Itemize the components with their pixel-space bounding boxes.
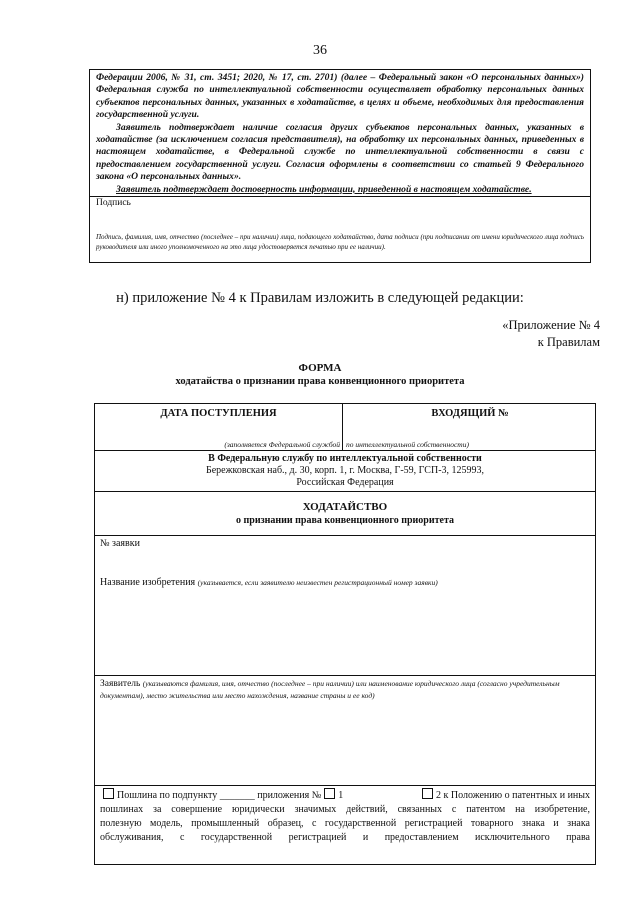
row-divider-1 — [95, 450, 595, 451]
addressee-line1: В Федеральную службу по интеллектуальной собственности — [208, 453, 482, 464]
fee-line-1 — [100, 788, 590, 803]
row-divider-4 — [95, 675, 595, 676]
form-subtitle: ходатайства о признании права конвенционного приоритета — [175, 376, 465, 387]
signature-note: Подпись, фамилия, имя, отчество (последнее – при наличии) лица, подающего ходатайство, дата подписи (при подписании от имени юридического лица подпись руководителя или иного уполномоченного на это лица удостоверяется печатью при ее наличии). — [96, 233, 584, 251]
appendix-1-checkbox[interactable] — [324, 788, 335, 799]
form-heading: ФОРМА — [298, 362, 342, 374]
fee-line-3: полезную модель, промышленный образец, с государственной регистрацией товарного знака и знака — [100, 818, 590, 829]
fee-line1-text-c: 2 к Положению о патентных и иных — [436, 790, 590, 801]
applicant-note: (указываются фамилия, имя, отчество (последнее – при наличии) или наименование юридического лица (согласно учредительным документам), место жительства или место нахождения, название страны и ее код) — [100, 679, 560, 700]
invention-name-label: Название изобретения — [100, 577, 196, 588]
petition-subtitle: о признании права конвенционного приоритета — [236, 515, 454, 526]
consent-text — [96, 72, 584, 196]
petition-title: ХОДАТАЙСТВО — [302, 501, 388, 513]
signature-label: Подпись — [96, 198, 131, 208]
petition-form-table — [94, 403, 596, 865]
appendix-ref-line1: «Приложение № 4 — [502, 318, 600, 332]
consent-paragraph-3: Заявитель подтверждает достоверность информации, приведенной в настоящем ходатайстве. — [116, 183, 532, 195]
fee-line-2: пошлинах за совершение юридически значимых действий, связанных с патентом на изобретение, — [100, 804, 590, 815]
fee-line-4: обслуживания, с государственной регистрацией и предоставлением исключительного права — [100, 832, 590, 843]
invention-name-field — [100, 577, 438, 588]
signature-divider — [90, 196, 590, 197]
fill-note-right: по интеллектуальной собственности) — [346, 440, 469, 449]
applicant-label: Заявитель — [100, 679, 141, 689]
appendix-2-checkbox[interactable] — [422, 788, 433, 799]
appendix-ref-line2: к Правилам — [537, 335, 600, 349]
page-number: 36 — [313, 43, 327, 58]
fee-line1-text-a: Пошлина по подпункту _______ приложения № — [117, 790, 322, 801]
consent-box — [89, 69, 591, 263]
application-number-label: № заявки — [100, 538, 140, 549]
addressee-line2: Бережковская наб., д. 30, корп. 1, г. Москва, Г-59, ГСП-3, 125993, — [205, 465, 485, 476]
row-divider-2 — [95, 491, 595, 492]
addressee-line3: Российская Федерация — [296, 477, 394, 488]
row-divider-5 — [95, 785, 595, 786]
consent-paragraph-1: Федерации 2006, № 31, ст. 3451; 2020, № 17, ст. 2701) (далее – Федеральный закон «О персональных данных») Федеральная служба по интеллектуальной собственности осуществляет обработку персональных данных субъектов персональных данных, указанных в ходатайстве, в целях и объеме, необходимых для предоставления государственной услуги. — [96, 72, 584, 121]
consent-paragraph-2: Заявитель подтверждает наличие согласия других субъектов персональных данных, указанных в ходатайстве (за исключением согласия представителя), на обработку их персональных данных, приведенных в настоящем ходатайстве, в Федеральной службе по интеллектуальной собственности в связи с предоставлением государственной услуги. Согласия оформлены в соответствии со статьей 9 Федерального закона «О персональных данных». — [96, 121, 584, 183]
amendment-paragraph: н) приложение № 4 к Правилам изложить в следующей редакции: — [116, 290, 524, 306]
date-received-label: ДАТА ПОСТУПЛЕНИЯ — [160, 408, 277, 419]
fill-note-left: (заполняется Федеральной службой — [224, 440, 340, 449]
fee-checkbox[interactable] — [103, 788, 114, 799]
incoming-number-label: ВХОДЯЩИЙ № — [431, 408, 509, 419]
fee-line1-text-b: 1 — [338, 790, 344, 801]
applicant-field — [100, 678, 590, 702]
fee-section — [100, 788, 590, 845]
invention-name-note: (указывается, если заявителю неизвестен регистрационный номер заявки) — [197, 578, 438, 587]
row-divider-3 — [95, 535, 595, 536]
